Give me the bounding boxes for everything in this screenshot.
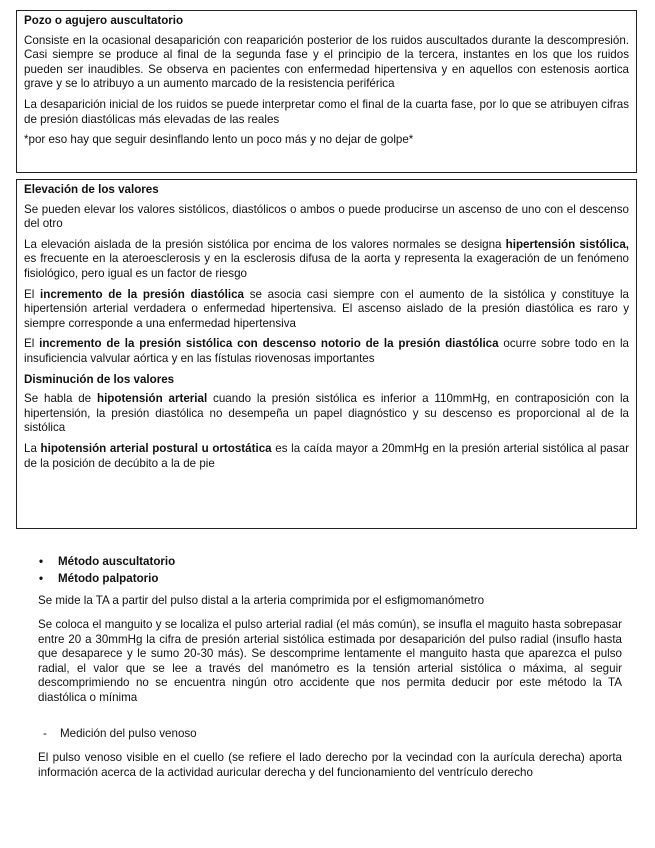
bold-term: hipertensión sistólica,	[505, 237, 629, 251]
paragraph	[24, 442, 629, 471]
bold-term: hipotensión arterial postural u ortostática	[40, 441, 272, 455]
text: La elevación aislada de la presión sistólica por encima de los valores normales se designa	[24, 237, 506, 251]
paragraph	[24, 392, 629, 436]
text: es frecuente en la ateroesclerosis y en la esclerosis difusa de la aorta y representa la exageración de un fenómeno fisiológico, pero igual es un factor de riesgo	[24, 252, 629, 280]
paragraph: Se coloca el manguito y se localiza el pulso arterial radial (el más común), se insufla el maguito hasta sobrepasar entre 20 a 30mmHg la cifra de presión arterial sistólica estimada por desaparición del pulso radial (insuflo hasta que desaparece y le sumo 20-30 más). Se descomprime lentamente el manguito hasta que aparezca el pulso radial, el valor que se lee a través del manómetro es la tensión arterial sistólica o máxima, al seguir descomprimiendo no se encuentra ningún otro accidente que nos permita deducir por este método la TA diastólica o mínima	[38, 618, 622, 704]
text: ocurre sobre todo en la insuficiencia valvular aórtica y en las fístulas riovenosas importantes	[24, 337, 629, 365]
list-item: • Método auscultatorio	[58, 553, 175, 570]
paragraph	[24, 288, 629, 332]
section-box-pozo-auscultatorio	[16, 10, 637, 173]
paragraph: Se mide la TA a partir del pulso distal a la arteria comprimida por el esfigmomanómetro	[38, 594, 485, 607]
text: se asocia casi siempre con el aumento de la sistólica y constituye la hipertensión arterial verdadera o enfermedad hipertensiva. El ascenso aislado de la presión diastólica es raro y siempre corresponde a una enfermedad hipertensiva	[24, 287, 630, 330]
paragraph: Consiste en la ocasional desaparición con reaparición posterior de los ruidos auscultados durante la descompresión. Casi siempre se produce al final de la segunda fase y el principio de la tercera, instantes en los que los ruidos pueden ser inaudibles. Se observa en pacientes con enfermedad hipertensiva y en aquellos con estenosis aortica grave y se lo atribuyo a un aumento marcado de la resistencia periférica	[24, 33, 629, 91]
section-box-valores	[16, 179, 637, 529]
bold-term: incremento de la presión sistólica con descenso notorio de la presión diastólica	[39, 337, 499, 351]
section-heading-elevacion: Elevación de los valores	[24, 183, 159, 196]
paragraph	[24, 238, 629, 282]
text: es la caída mayor a 20mmHg en la presión arterial sistólica al pasar de la posición de decúbito a la de pie	[24, 441, 629, 470]
text: Se habla de	[24, 392, 97, 406]
dash-list-item: - Medición del pulso venoso	[60, 727, 197, 742]
text: cuando la presión sistólica es inferior a 110mmHg, en contraposición con la hipertensión, la presión diastólica no desempeña un papel diagnóstico y su descenso es proporcional al de la sistólica	[24, 392, 629, 435]
method-list	[58, 553, 175, 587]
text: El	[24, 287, 41, 301]
bold-term: incremento de la presión diastólica	[40, 287, 244, 301]
note-paragraph: *por eso hay que seguir desinflando lento un poco más y no dejar de golpe*	[24, 133, 414, 147]
paragraph: Se pueden elevar los valores sistólicos, diastólicos o ambos o puede producirse un ascenso de uno con el descenso del otro	[24, 202, 629, 231]
section-heading-disminucion: Disminución de los valores	[24, 372, 175, 386]
text: El	[24, 337, 40, 351]
paragraph: La desaparición inicial de los ruidos se puede interpretar como el final de la cuarta fase, por lo que se atribuyen cifras de presión diastólicas más elevadas de las reales	[24, 97, 629, 126]
bold-term: hipotensión arterial	[96, 392, 208, 406]
section-heading: Pozo o agujero auscultatorio	[24, 14, 184, 27]
list-item: • Método palpatorio	[58, 570, 175, 587]
paragraph	[24, 337, 629, 366]
text: La	[24, 441, 41, 455]
paragraph: El pulso venoso visible en el cuello (se refiere el lado derecho por la vecindad con la aurícula derecha) aporta información acerca de la actividad auricular derecha y del funcionamiento del ventrículo derecho	[38, 751, 622, 779]
